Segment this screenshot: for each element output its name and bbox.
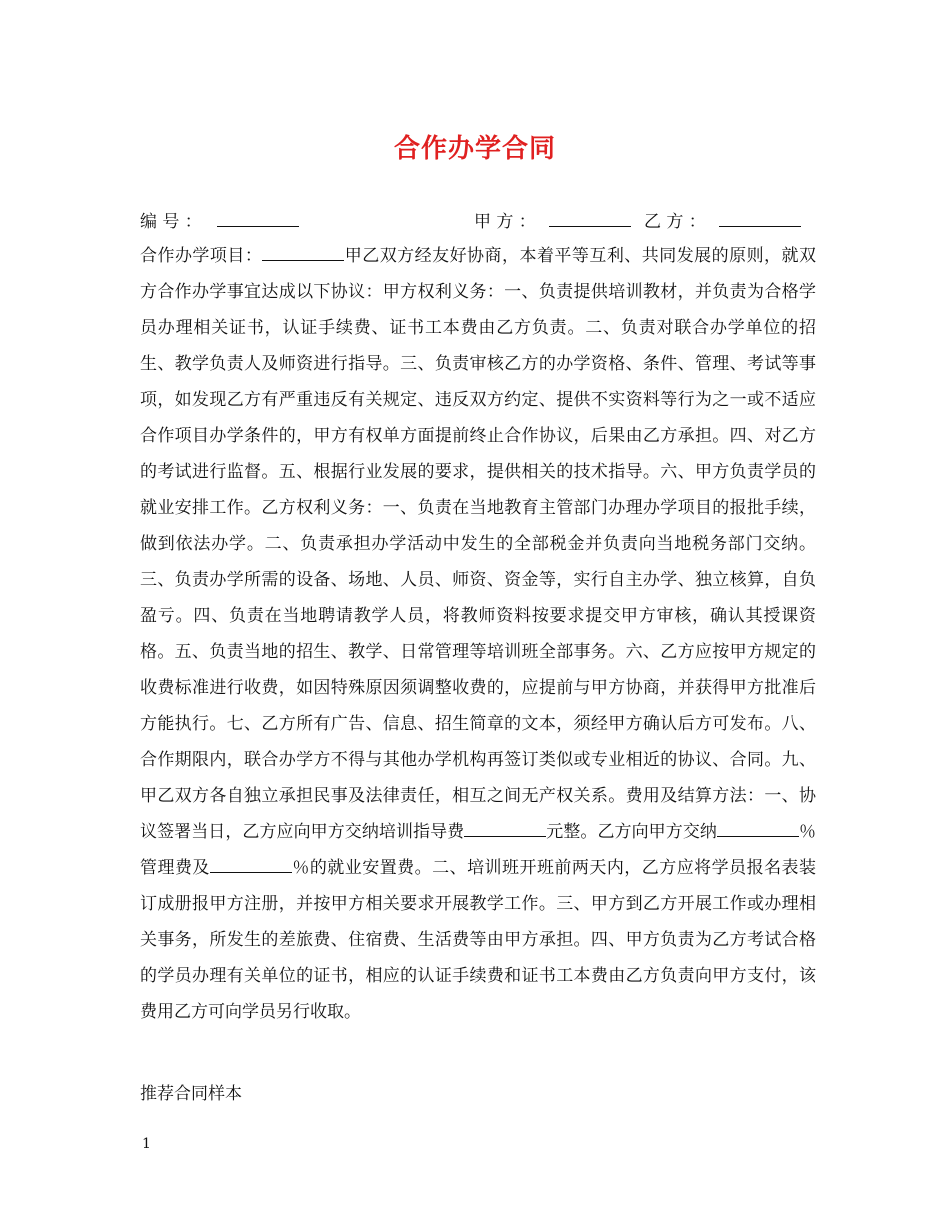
- document-title: 合作办学合同: [393, 134, 556, 164]
- party-b-field: [644, 208, 801, 236]
- training-fee-blank: [464, 816, 546, 837]
- body-text-yuan: 元整。乙方向甲方交纳: [546, 822, 717, 842]
- recommended-sample-note: 推荐合同样本: [140, 1084, 242, 1104]
- contract-number-blank: [217, 208, 299, 227]
- contract-body-paragraph: [140, 238, 816, 1030]
- body-text-pct1: ％管理费及: [140, 822, 817, 878]
- party-b-blank: [719, 208, 801, 227]
- party-b-label: 乙 方 ：: [644, 212, 706, 232]
- party-a-blank: [549, 208, 631, 227]
- contract-header-row: [140, 208, 810, 236]
- body-text-pct2: ％的就业安置费。二、培训班开班前两天内，乙方应将学员报名表装订成册报甲方注册，并按甲方相关要求开展教学工作。三、甲方到乙方开展工作或办理相关事务，所发生的差旅费、住宿费、生活费等由甲方承担。四、甲方负责为乙方考试合格的学员办理有关单位的证书，相应的认证手续费和证书工本费由乙方负责向甲方支付，该费用乙方可向学员另行收取。: [140, 858, 817, 1022]
- management-fee-blank: [717, 816, 799, 837]
- contract-number-field: [140, 208, 299, 236]
- party-a-label: 甲 方 ：: [474, 212, 536, 232]
- body-project-label: 合作办学项目：: [140, 246, 263, 266]
- project-name-blank: [262, 240, 344, 261]
- body-text-main: 甲乙双方经友好协商，本着平等互利、共同发展的原则，就双方合作办学事宜达成以下协议：甲方权利义务：一、负责提供培训教材，并负责为合格学员办理相关证书，认证手续费、证书工本费由乙方负责。二、负责对联合办学单位的招生、教学负责人及师资进行指导。三、负责审核乙方的办学资格、条件、管理、考试等事项，如发现乙方有严重违反有关规定、违反双方约定、提供不实资料等行为之一或不适应合作项目办学条件的，甲方有权单方面提前终止合作协议，后果由乙方承担。四、对乙方的考试进行监督。五、根据行业发展的要求，提供相关的技术指导。六、甲方负责学员的就业安排工作。乙方权利义务：一、负责在当地教育主管部门办理办学项目的报批手续，做到依法办学。二、负责承担办学活动中发生的全部税金并负责向当地税务部门交纳。三、负责办学所需的设备、场地、人员、师资、资金等，实行自主办学、独立核算，自负盈亏。四、负责在当地聘请教学人员，将教师资料按要求提交甲方审核，确认其授课资格。五、负责当地的招生、教学、日常管理等培训班全部事务。六、乙方应按甲方规定的收费标准进行收费，如因特殊原因须调整收费的，应提前与甲方协商，并获得甲方批准后方能执行。七、乙方所有广告、信息、招生简章的文本，须经甲方确认后方可发布。八、合作期限内，联合办学方不得与其他办学机构再签订类似或专业相近的协议、合同。九、甲乙双方各自独立承担民事及法律责任，相互之间无产权关系。费用及结算方法：一、协议签署当日，乙方应向甲方交纳培训指导费: [140, 246, 817, 842]
- placement-fee-blank: [210, 852, 292, 873]
- page-number: 1: [142, 1136, 151, 1152]
- party-a-field: [474, 208, 631, 236]
- contract-number-label: 编 号 ：: [140, 212, 202, 232]
